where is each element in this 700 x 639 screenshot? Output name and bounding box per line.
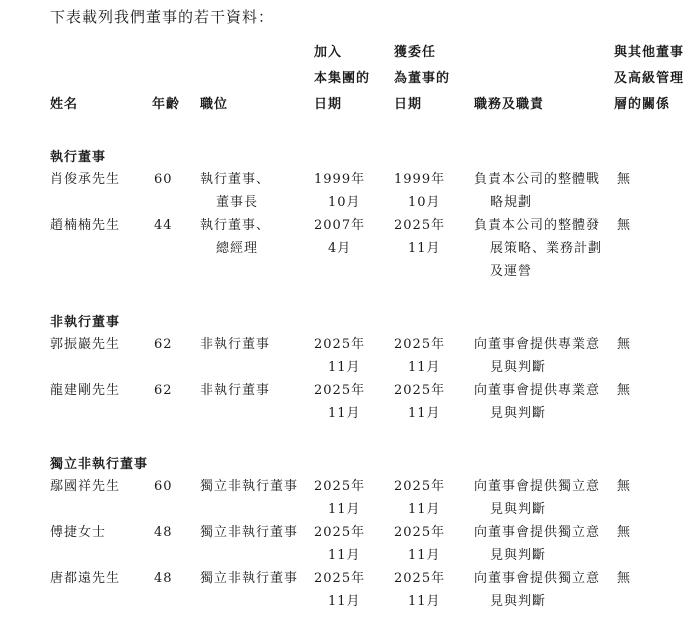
director-position: [200, 168, 270, 214]
join-date-line: 4月: [328, 241, 352, 256]
header-relationship-line: 與其他董事: [614, 45, 685, 60]
join-date: [314, 475, 365, 521]
director-position-line: 非執行董事: [200, 337, 271, 352]
header-position: 職位: [200, 97, 229, 112]
join-date: [314, 333, 365, 379]
section-title: 執行董事: [50, 150, 107, 165]
director-duties: [474, 168, 600, 214]
director-duties-line: 展策略、業務計劃: [490, 241, 603, 256]
appoint-date: [394, 521, 445, 567]
header-appoint-date-line: 日期: [394, 97, 423, 112]
director-position-line: 獨立非執行董事: [200, 525, 299, 540]
join-date: [314, 379, 365, 425]
header-age: 年齡: [152, 97, 181, 112]
appoint-date: [394, 567, 445, 613]
join-date-line: 2025年: [314, 571, 366, 586]
director-duties: [474, 475, 600, 521]
appoint-date: [394, 168, 445, 214]
appoint-date-line: 11月: [408, 360, 441, 375]
appoint-date: [394, 379, 445, 425]
director-position-line: 執行董事、: [200, 172, 271, 187]
director-age: 60: [154, 479, 173, 494]
join-date-line: 2025年: [314, 479, 366, 494]
director-position-line: 獨立非執行董事: [200, 479, 299, 494]
join-date-line: 10月: [328, 195, 361, 210]
join-date: [314, 567, 365, 613]
director-duties-line: 見與判斷: [490, 502, 547, 517]
join-date: [314, 521, 365, 567]
appoint-date-line: 2025年: [394, 383, 446, 398]
director-age: 62: [154, 383, 173, 398]
director-duties-line: 向董事會提供獨立意: [474, 525, 601, 540]
appoint-date-line: 2025年: [394, 218, 446, 233]
director-age: 48: [154, 571, 173, 586]
director-name: 傅捷女士: [50, 525, 107, 540]
director-age: 62: [154, 337, 173, 352]
join-date: [314, 168, 365, 214]
director-position: [200, 379, 270, 402]
director-name: 龍建剛先生: [50, 383, 121, 398]
director-position: [200, 475, 298, 498]
director-position-line: 非執行董事: [200, 383, 271, 398]
director-relationship: 無: [617, 383, 632, 398]
director-name: 鄢國祥先生: [50, 479, 121, 494]
appoint-date-line: 11月: [408, 594, 441, 609]
director-position: [200, 214, 270, 260]
director-duties: [474, 521, 600, 567]
director-duties-line: 向董事會提供專業意: [474, 383, 601, 398]
director-position-line: 執行董事、: [200, 218, 271, 233]
header-join-date-line: 加入: [314, 45, 343, 60]
director-relationship: 無: [617, 337, 632, 352]
director-duties-line: 見與判斷: [490, 406, 547, 421]
intro-text: 下表載列我們董事的若干資料：: [50, 8, 275, 26]
join-date-line: 1999年: [314, 172, 366, 187]
director-relationship: 無: [617, 571, 632, 586]
join-date-line: 11月: [328, 548, 361, 563]
join-date-line: 11月: [328, 360, 361, 375]
director-relationship: 無: [617, 525, 632, 540]
director-duties-line: 見與判斷: [490, 548, 547, 563]
director-duties: [474, 214, 602, 283]
director-duties-line: 向董事會提供獨立意: [474, 479, 601, 494]
join-date-line: 11月: [328, 502, 361, 517]
appoint-date-line: 2025年: [394, 479, 446, 494]
director-duties-line: 及運營: [490, 264, 533, 279]
director-relationship: 無: [617, 172, 632, 187]
director-age: 48: [154, 525, 173, 540]
director-age: 60: [154, 172, 173, 187]
director-duties-line: 見與判斷: [490, 594, 547, 609]
director-name: 唐都遠先生: [50, 571, 121, 586]
director-duties-line: 負責本公司的整體戰: [474, 172, 601, 187]
director-relationship: 無: [617, 218, 632, 233]
director-name: 肖俊承先生: [50, 172, 121, 187]
appoint-date-line: 11月: [408, 502, 441, 517]
director-position-line: 董事長: [216, 195, 259, 210]
director-duties-line: 向董事會提供獨立意: [474, 571, 601, 586]
appoint-date-line: 11月: [408, 406, 441, 421]
join-date-line: 2025年: [314, 525, 366, 540]
appoint-date-line: 2025年: [394, 337, 446, 352]
header-duties: 職務及職責: [474, 97, 545, 112]
header-relationship-line: 及高級管理: [614, 71, 685, 86]
appoint-date-line: 2025年: [394, 571, 446, 586]
join-date: [314, 214, 365, 260]
director-name: 郭振巖先生: [50, 337, 121, 352]
director-duties-line: 向董事會提供專業意: [474, 337, 601, 352]
appoint-date: [394, 475, 445, 521]
join-date-line: 2007年: [314, 218, 366, 233]
director-relationship: 無: [617, 479, 632, 494]
director-duties: [474, 379, 600, 425]
section-title: 非執行董事: [50, 315, 121, 330]
header-name: 姓名: [50, 97, 79, 112]
header-appoint-date-line: 獲委任: [394, 45, 437, 60]
director-duties-line: 見與判斷: [490, 360, 547, 375]
appoint-date: [394, 214, 445, 260]
appoint-date-line: 11月: [408, 548, 441, 563]
director-age: 44: [154, 218, 173, 233]
director-position-line: 總經理: [216, 241, 259, 256]
join-date-line: 11月: [328, 594, 361, 609]
director-duties: [474, 567, 600, 613]
director-position: [200, 567, 298, 590]
appoint-date: [394, 333, 445, 379]
header-appoint-date: [394, 40, 450, 118]
header-relationship: [614, 40, 684, 118]
director-position: [200, 333, 270, 356]
header-join-date: [314, 40, 370, 118]
join-date-line: 11月: [328, 406, 361, 421]
appoint-date-line: 1999年: [394, 172, 446, 187]
director-position: [200, 521, 298, 544]
director-name: 趙楠楠先生: [50, 218, 121, 233]
director-position-line: 獨立非執行董事: [200, 571, 299, 586]
header-appoint-date-line: 為董事的: [394, 71, 451, 86]
join-date-line: 2025年: [314, 383, 366, 398]
appoint-date-line: 11月: [408, 241, 441, 256]
director-duties-line: 負責本公司的整體發: [474, 218, 601, 233]
director-duties-line: 略規劃: [490, 195, 533, 210]
director-duties: [474, 333, 600, 379]
appoint-date-line: 2025年: [394, 525, 446, 540]
header-relationship-line: 層的關係: [614, 97, 671, 112]
section-title: 獨立非執行董事: [50, 457, 149, 472]
header-join-date-line: 本集團的: [314, 71, 371, 86]
header-join-date-line: 日期: [314, 97, 343, 112]
join-date-line: 2025年: [314, 337, 366, 352]
appoint-date-line: 10月: [408, 195, 441, 210]
